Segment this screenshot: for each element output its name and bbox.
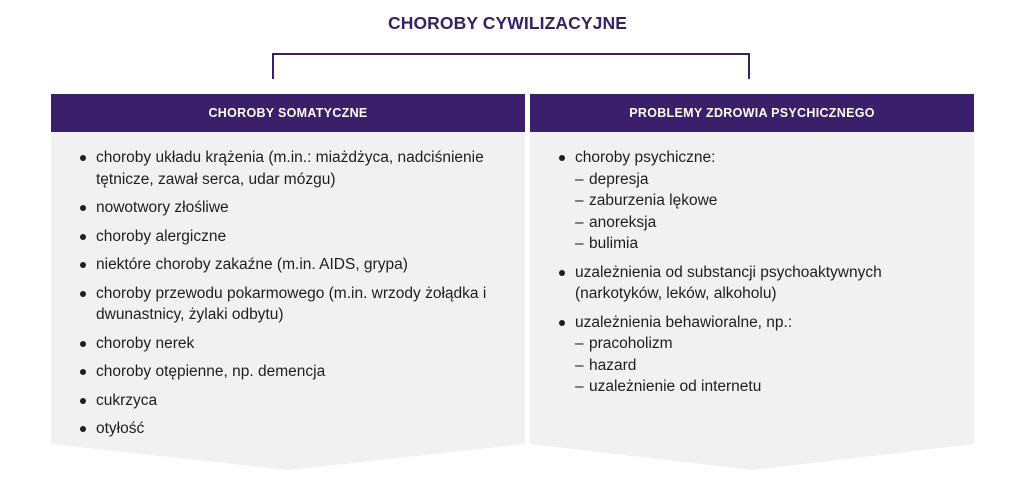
list-item: choroby przewodu pokarmowego (m.in. wrzody żołądka i dwunastnicy, żylaki odbytu) <box>79 283 501 326</box>
sub-list-item-label: uzależnienie od internetu <box>589 378 762 395</box>
list-item: choroby otępienne, np. demencja <box>79 361 501 383</box>
list-item-label: choroby psychiczne: <box>575 149 716 166</box>
somatic-diseases-body <box>51 132 525 444</box>
sub-list <box>575 333 950 398</box>
sub-list-item: – depresja <box>575 170 649 188</box>
sub-list-item: – pracoholizm <box>575 335 673 352</box>
somatic-diseases-list <box>79 147 501 440</box>
list-item: cukrzyca <box>79 390 501 412</box>
mental-health-body <box>530 132 974 444</box>
sub-list-item: – zaburzenia lękowe <box>575 192 718 209</box>
sub-list-item-label: zaburzenia lękowe <box>589 192 718 209</box>
sub-list <box>575 169 950 255</box>
sub-list-item: – bulimia <box>575 235 639 252</box>
list-item <box>558 312 950 398</box>
mental-health-list <box>558 147 950 398</box>
mental-health-panel <box>530 94 974 470</box>
somatic-diseases-panel <box>51 94 525 470</box>
panel-arrow-tip <box>530 444 974 470</box>
sub-list-item: – uzależnienie od internetu <box>575 378 762 395</box>
mental-health-header: PROBLEMY ZDROWIA PSYCHICZNEGO <box>530 94 974 132</box>
list-item: otyłość <box>79 418 501 440</box>
list-item: niektóre choroby zakaźne (m.in. AIDS, grypa) <box>79 254 501 276</box>
diagram-title: CHOROBY CYWILIZACYJNE <box>387 13 628 33</box>
list-item <box>558 147 950 255</box>
list-item: choroby nerek <box>79 333 501 355</box>
sub-list-item: – anoreksja <box>575 213 657 231</box>
list-item <box>558 262 950 305</box>
connector-bracket <box>272 53 750 79</box>
list-item-label: uzależnienia behawioralne, np.: <box>575 313 793 331</box>
sub-list-item: – hazard <box>575 356 637 374</box>
sub-list-item-label: bulimia <box>589 235 639 252</box>
list-item-label: uzależnienia od substancji psychoaktywnych (narkotyków, leków, alkoholu) <box>575 263 882 302</box>
sub-list-item-label: pracoholizm <box>589 335 673 352</box>
list-item: choroby alergiczne <box>79 226 501 248</box>
sub-list-item-label: anoreksja <box>589 213 657 231</box>
list-item: nowotwory złośliwe <box>79 197 501 219</box>
somatic-diseases-header: CHOROBY SOMATYCZNE <box>51 94 525 132</box>
panel-arrow-tip <box>51 444 525 470</box>
list-item: choroby układu krążenia (m.in.: miażdżyca, nadciśnienie tętnicze, zawał serca, udar mózgu) <box>79 147 501 190</box>
sub-list-item-label: hazard <box>589 356 637 374</box>
sub-list-item-label: depresja <box>589 170 649 188</box>
